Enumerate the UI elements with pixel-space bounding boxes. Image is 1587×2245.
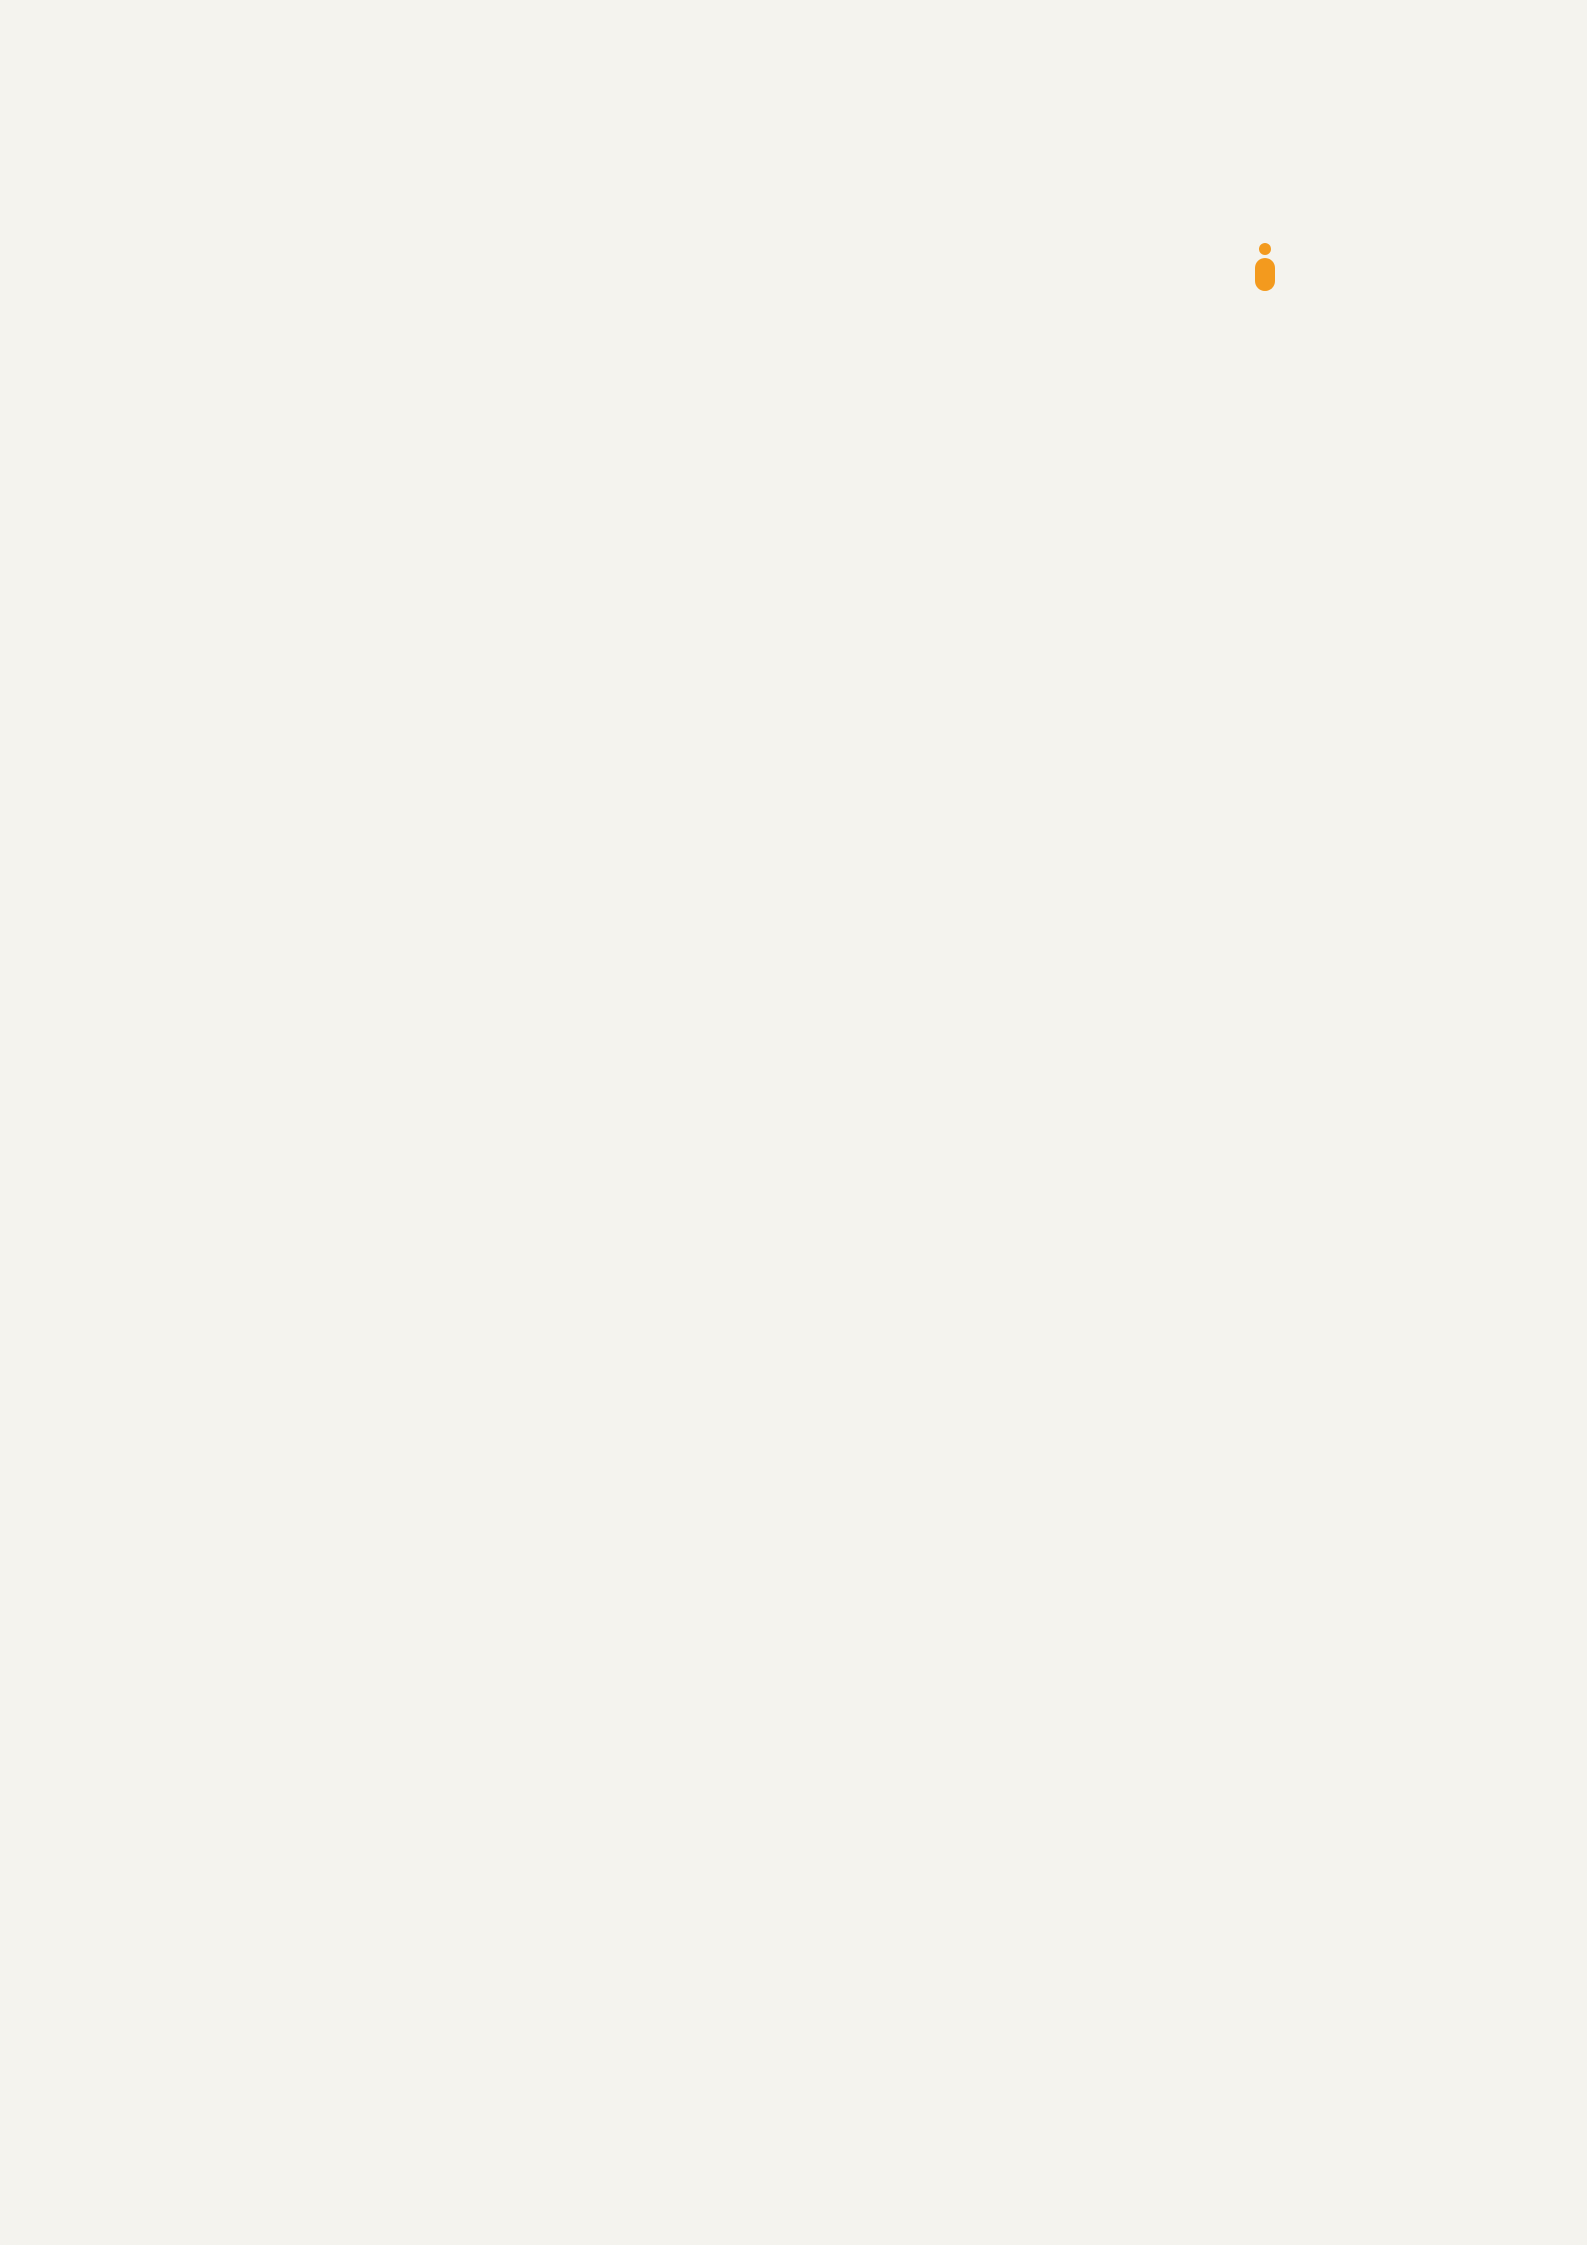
logo-wordmark — [1250, 243, 1278, 292]
floral-footer-decoration — [0, 1940, 1587, 2245]
gwangju-ikium-logo[interactable] — [1250, 215, 1500, 315]
logo-i-icon — [1253, 243, 1275, 291]
article-body — [60, 402, 1527, 471]
